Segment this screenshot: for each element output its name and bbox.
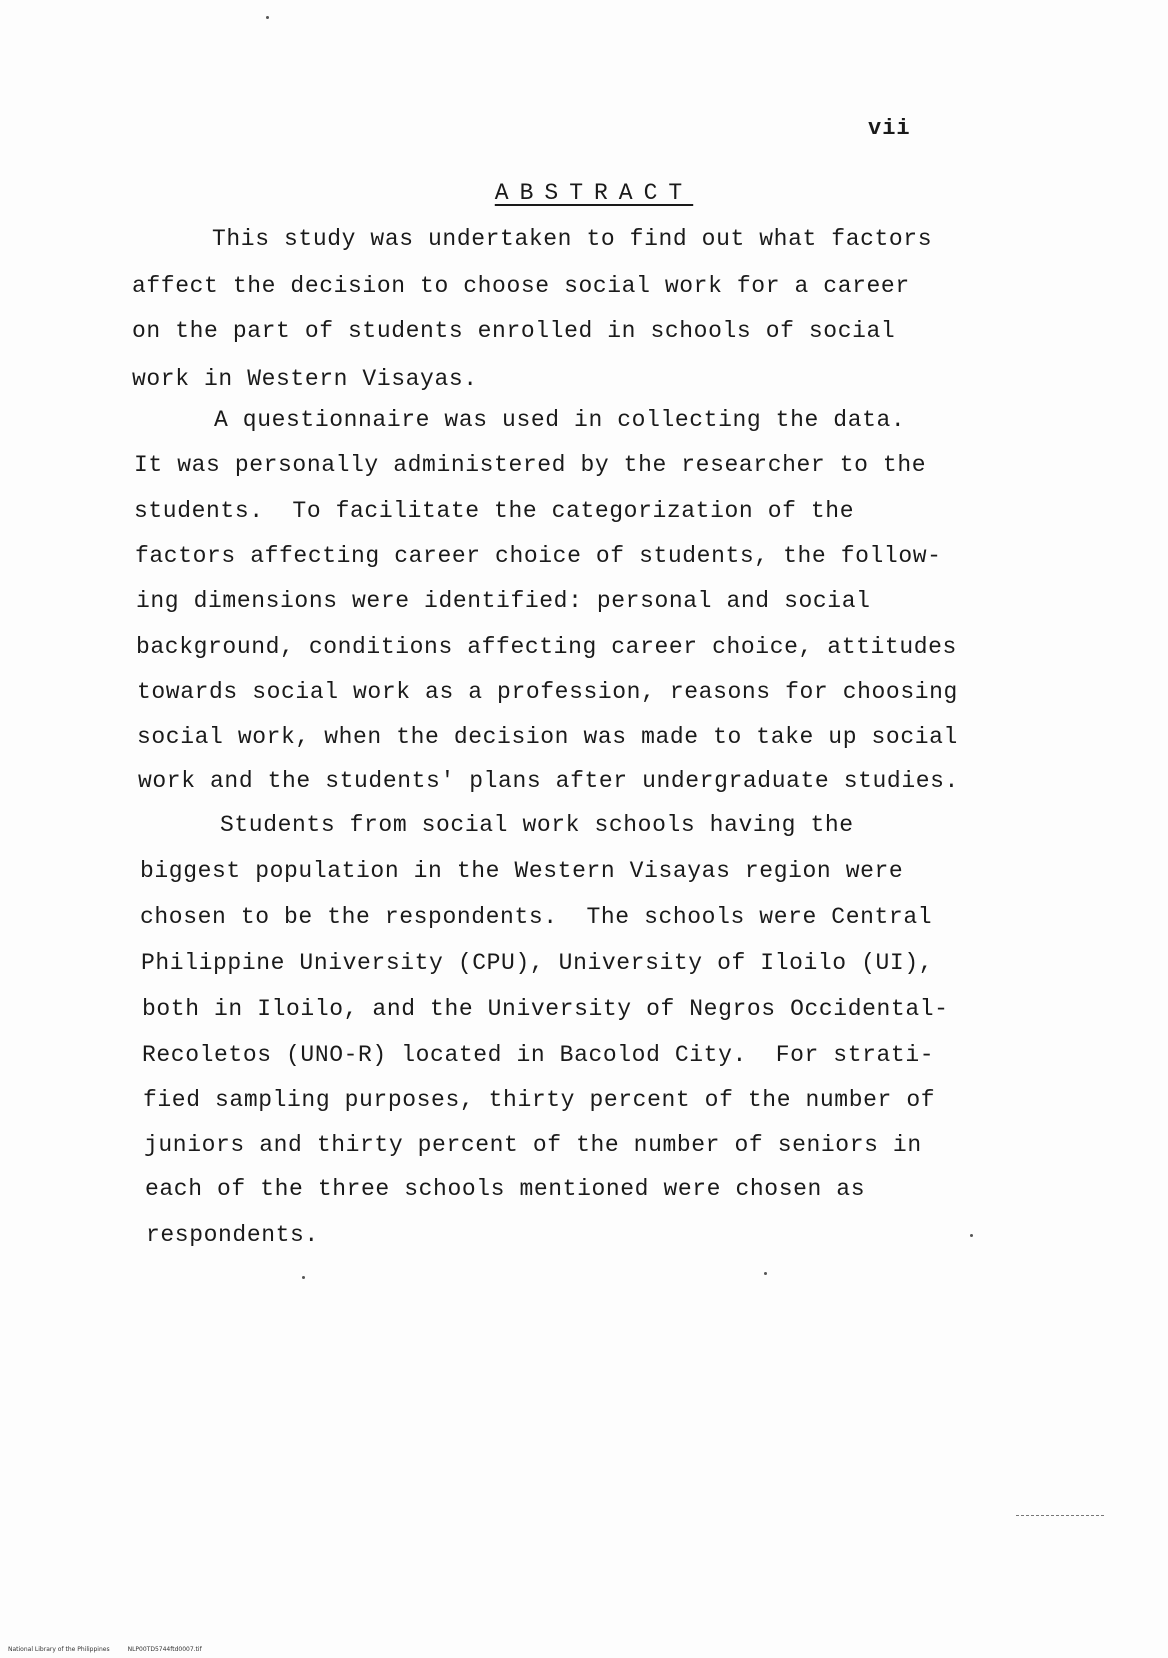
footer-credit (8, 1646, 202, 1653)
footer-file-code: NLP00TD5744ftd0007.tif (127, 1646, 202, 1653)
paragraph-2-line-8: social work, when the decision was made to take up social (137, 724, 958, 750)
paragraph-2-line-6: background, conditions affecting career choice, attitudes (136, 634, 957, 660)
paragraph-3-line-10: respondents. (146, 1222, 319, 1248)
paragraph-1-line-4: work in Western Visayas. (132, 366, 478, 392)
paragraph-3-line-6: Recoletos (UNO-R) located in Bacolod City. For strati- (142, 1042, 935, 1068)
paragraph-3-line-1: Students from social work schools having the (220, 812, 854, 838)
paragraph-3-line-8: juniors and thirty percent of the number of seniors in (144, 1132, 922, 1158)
scan-speck (302, 1276, 305, 1279)
paragraph-2-line-2: It was personally administered by the researcher to the (134, 452, 927, 478)
paragraph-3-line-3: chosen to be the respondents. The schools were Central (140, 904, 933, 930)
paragraph-2-line-9: work and the students' plans after undergraduate studies. (138, 768, 959, 794)
paragraph-3-line-2: biggest population in the Western Visayas region were (140, 858, 904, 884)
paragraph-2-line-7: towards social work as a profession, reasons for choosing (137, 679, 958, 705)
paragraph-1-line-2: affect the decision to choose social work for a career (132, 273, 910, 299)
paragraph-3-line-4: Philippine University (CPU), University of Iloilo (UI), (141, 950, 934, 976)
scan-speck (970, 1234, 973, 1237)
footer-library: National Library of the Philippines (8, 1646, 110, 1653)
scan-speck (764, 1272, 767, 1275)
paragraph-2-line-3: students. To facilitate the categorization of the (134, 498, 855, 524)
abstract-title: ABSTRACT (494, 180, 694, 206)
paragraph-3-line-5: both in Iloilo, and the University of Negros Occidental- (142, 996, 949, 1022)
scan-dash-rule (1016, 1515, 1104, 1516)
paragraph-2-line-5: ing dimensions were identified: personal and social (136, 588, 871, 614)
paragraph-2-line-4: factors affecting career choice of students, the follow- (135, 543, 942, 569)
paragraph-3-line-7: fied sampling purposes, thirty percent of the number of (143, 1087, 936, 1113)
paragraph-1-line-3: on the part of students enrolled in schools of social (132, 318, 896, 344)
paragraph-2-line-1: A questionnaire was used in collecting the data. (214, 407, 906, 433)
paragraph-3-line-9: each of the three schools mentioned were chosen as (145, 1176, 866, 1202)
paragraph-1-line-1: This study was undertaken to find out what factors (212, 226, 933, 252)
page-number: vii (868, 116, 911, 141)
scan-speck (266, 16, 269, 19)
